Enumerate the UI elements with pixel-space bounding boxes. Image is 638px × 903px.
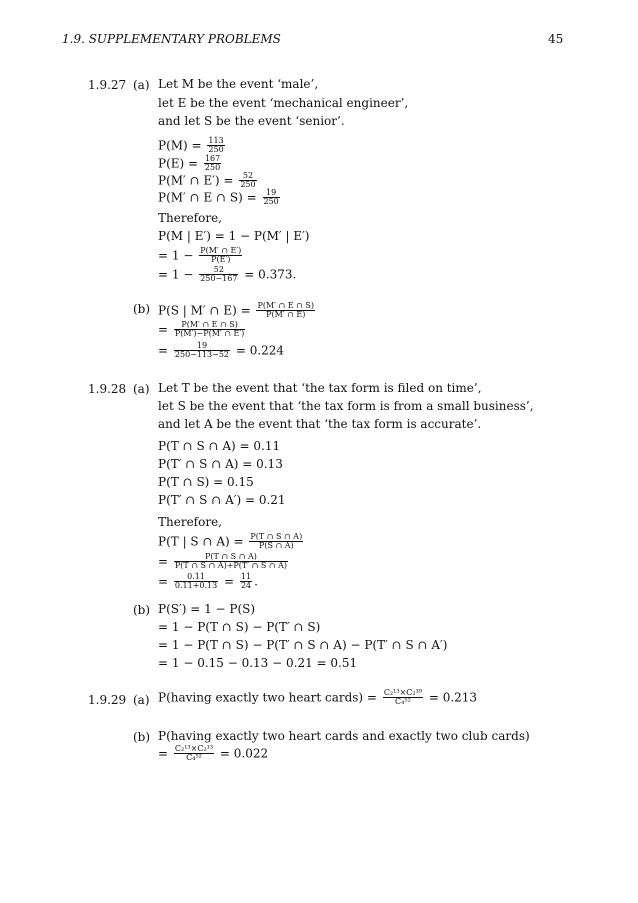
numerator: 167 — [204, 154, 221, 163]
text-line: and let A be the event that ‘the tax form is accurate’. — [158, 417, 482, 431]
denominator: 24 — [240, 581, 252, 591]
equation-text: = 0.022 — [219, 746, 269, 761]
equation-text: P(M) = — [158, 138, 202, 153]
equation-text: P(S | M′ ∩ E) = — [158, 303, 251, 318]
equation-text: = — [158, 554, 169, 569]
equation-text: P(E) = — [158, 156, 199, 171]
problem-number: 1.9.28 — [88, 382, 127, 396]
running-header: 1.9. SUPPLEMENTARY PROBLEMS — [62, 32, 281, 46]
denominator: C₄⁵² — [186, 753, 202, 763]
fraction — [249, 533, 303, 551]
equation — [158, 155, 223, 173]
numerator: 0.11 — [174, 573, 218, 582]
equation: = 1 − P(T ∩ S) − P(T′ ∩ S ∩ A) − P(T′ ∩ S ∩ A′) — [158, 638, 448, 652]
denominator: P(M′)−P(M′ ∩ E′) — [174, 329, 245, 339]
equation-text: . — [254, 574, 258, 589]
part-label: (a) — [133, 382, 150, 396]
text-line: let E be the event ‘mechanical engineer’, — [158, 96, 409, 110]
equation — [158, 553, 290, 571]
text-line: Let T be the event that ‘the tax form is filed on time’, — [158, 381, 482, 395]
equation — [158, 745, 268, 763]
numerator: C₂¹³×C₂³⁹ — [383, 688, 422, 697]
numerator: 19 — [174, 342, 230, 351]
numerator: 52 — [239, 172, 256, 181]
numerator: 19 — [263, 189, 280, 198]
text-line: let S be the event that ‘the tax form is from a small business’, — [158, 399, 534, 413]
fraction — [204, 155, 221, 173]
equation — [158, 189, 282, 207]
numerator: 113 — [208, 136, 224, 145]
fraction — [174, 745, 214, 763]
text-line: Therefore, — [158, 211, 222, 225]
fraction — [174, 342, 230, 360]
part-label: (a) — [133, 78, 150, 92]
equation-text: = 1 − — [158, 267, 194, 282]
denominator: 250−113−52 — [174, 350, 230, 360]
equation: P(M | E′) = 1 − P(M′ | E′) — [158, 229, 310, 243]
equation — [158, 321, 247, 339]
denominator: 250 — [208, 145, 224, 155]
equation: = 1 − P(T ∩ S) − P(T′ ∩ S) — [158, 620, 321, 634]
equation-text: = — [158, 574, 169, 589]
equation — [158, 342, 284, 360]
equation — [158, 689, 477, 707]
denominator: P(S ∩ A) — [258, 541, 294, 551]
equation-text: P(having exactly two heart cards) = — [158, 690, 377, 705]
equation — [158, 137, 227, 155]
denominator: 250 — [240, 180, 256, 190]
equation — [158, 302, 317, 320]
text-line: and let S be the event ‘senior’. — [158, 114, 345, 128]
numerator: 52 — [199, 266, 238, 275]
fraction — [199, 266, 238, 284]
equation-text: = — [158, 746, 169, 761]
part-label: (a) — [133, 693, 150, 707]
fraction — [207, 137, 224, 155]
numerator: P(M′ ∩ E ∩ S) — [257, 301, 315, 310]
denominator: 0.11+0.13 — [174, 581, 218, 591]
fraction — [383, 689, 423, 707]
equation-text: = 0.224 — [235, 343, 285, 358]
equation: = 1 − 0.15 − 0.13 − 0.21 = 0.51 — [158, 656, 358, 670]
part-label: (b) — [133, 730, 151, 744]
equation: P(T′ ∩ S ∩ A) = 0.13 — [158, 457, 283, 471]
equation: P(T ∩ S) = 0.15 — [158, 475, 254, 489]
part-label: (b) — [133, 302, 151, 316]
part-label: (b) — [133, 603, 151, 617]
text-line: Let M be the event ‘male’, — [158, 77, 319, 91]
equation-text: = — [224, 574, 235, 589]
fraction — [256, 302, 315, 320]
equation-text: P(T | S ∩ A) = — [158, 534, 244, 549]
numerator: P(T ∩ S ∩ A) — [174, 553, 288, 562]
denominator: 250 — [204, 163, 221, 173]
fraction — [263, 189, 280, 207]
equation — [158, 247, 244, 265]
fraction — [199, 247, 242, 265]
fraction — [174, 573, 218, 591]
fraction — [174, 321, 245, 339]
equation: P(having exactly two heart cards and exactly two club cards) — [158, 729, 530, 743]
denominator: 250−167 — [200, 274, 238, 284]
equation — [158, 172, 259, 190]
problem-number: 1.9.27 — [88, 78, 127, 92]
equation-text: P(M′ ∩ E′) = — [158, 173, 234, 188]
equation-text: P(M′ ∩ E ∩ S) = — [158, 190, 257, 205]
equation: P(S′) = 1 − P(S) — [158, 602, 256, 616]
denominator: P(M′ ∩ E) — [266, 310, 306, 320]
equation-text: = 1 − — [158, 248, 194, 263]
denominator: C₄⁵² — [395, 697, 411, 707]
equation-text: = — [158, 343, 169, 358]
numerator: P(M′ ∩ E′) — [200, 246, 242, 255]
denominator: 250 — [263, 197, 279, 207]
numerator: P(T ∩ S ∩ A) — [250, 532, 303, 541]
equation-text: = 0.213 — [428, 690, 478, 705]
fraction — [239, 172, 256, 190]
equation — [158, 266, 296, 284]
fraction — [174, 553, 288, 571]
denominator: P(E′) — [211, 255, 231, 265]
equation — [158, 573, 258, 591]
equation-text: = 0.373. — [244, 267, 297, 282]
equation — [158, 533, 305, 551]
problem-number: 1.9.29 — [88, 693, 127, 707]
numerator: P(M′ ∩ E ∩ S) — [174, 321, 245, 330]
page-number: 45 — [548, 32, 564, 46]
numerator: 11 — [240, 572, 252, 581]
numerator: C₂¹³×C₂¹³ — [174, 744, 214, 753]
equation-text: = — [158, 322, 169, 337]
equation: P(T′ ∩ S ∩ A′) = 0.21 — [158, 493, 286, 507]
text-line: Therefore, — [158, 515, 222, 529]
equation: P(T ∩ S ∩ A) = 0.11 — [158, 439, 281, 453]
fraction — [240, 573, 252, 591]
denominator: P(T ∩ S ∩ A)+P(T′ ∩ S ∩ A) — [174, 561, 288, 571]
